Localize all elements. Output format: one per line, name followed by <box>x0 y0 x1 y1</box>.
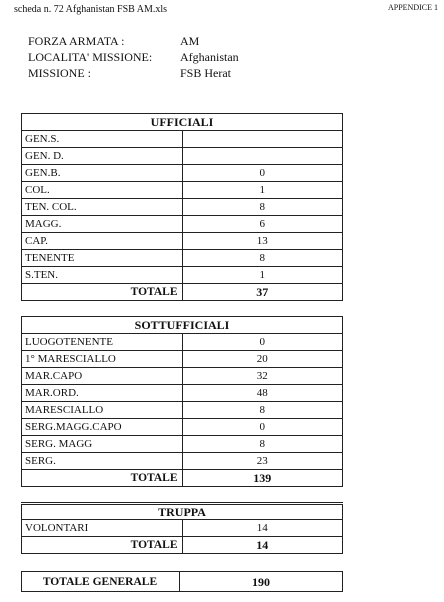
table-row <box>22 250 343 267</box>
meta-key: MISSIONE : <box>28 66 92 80</box>
total-label: TOTALE <box>22 284 183 301</box>
meta-value: Afghanistan <box>180 50 239 64</box>
row-label: SERG. <box>22 453 183 470</box>
row-label: COL. <box>22 182 183 199</box>
table-row <box>22 520 343 537</box>
row-label: MAR.CAPO <box>22 368 183 385</box>
truppa-title: TRUPPA <box>22 504 343 520</box>
table-row <box>22 385 343 402</box>
total-row <box>22 572 343 592</box>
row-value: 48 <box>182 385 343 402</box>
truppa-table <box>21 502 343 554</box>
row-label: GEN.B. <box>22 165 183 182</box>
ufficiali-title: UFFICIALI <box>22 114 343 131</box>
file-name: scheda n. 72 Afghanistan FSB AM.xls <box>14 4 168 15</box>
row-label: GEN. D. <box>22 148 183 165</box>
table-row <box>22 165 343 182</box>
row-value: 1 <box>182 182 343 199</box>
meta-key: FORZA ARMATA : <box>28 34 125 48</box>
row-label: SERG. MAGG <box>22 436 183 453</box>
row-value: 0 <box>182 419 343 436</box>
total-row <box>22 470 343 487</box>
total-row <box>22 537 343 554</box>
row-label: MAGG. <box>22 216 183 233</box>
row-value: 23 <box>182 453 343 470</box>
row-label: S.TEN. <box>22 267 183 284</box>
table-row <box>22 182 343 199</box>
row-value: 0 <box>182 334 343 351</box>
table-row <box>22 402 343 419</box>
total-value: 14 <box>182 537 343 554</box>
table-row <box>22 351 343 368</box>
row-value: 14 <box>182 520 343 537</box>
row-value: 20 <box>182 351 343 368</box>
row-value: 32 <box>182 368 343 385</box>
table-row <box>22 233 343 250</box>
row-label: LUOGOTENENTE <box>22 334 183 351</box>
table-row <box>22 368 343 385</box>
table-row <box>22 453 343 470</box>
total-label: TOTALE <box>22 537 183 554</box>
table-row <box>22 334 343 351</box>
meta-value: AM <box>180 34 200 48</box>
row-value <box>182 148 343 165</box>
appendix-label: APPENDICE 1 <box>387 3 438 12</box>
row-label: VOLONTARI <box>22 520 183 537</box>
row-label: MARESCIALLO <box>22 402 183 419</box>
row-value: 13 <box>182 233 343 250</box>
table-row <box>22 148 343 165</box>
table-row <box>22 436 343 453</box>
meta-key: LOCALITA' MISSIONE: <box>28 50 153 64</box>
row-value: 1 <box>182 267 343 284</box>
grand-total-value: 190 <box>180 572 343 592</box>
row-label: TEN. COL. <box>22 199 183 216</box>
table-row <box>22 131 343 148</box>
sottufficiali-table <box>21 316 343 487</box>
ufficiali-table <box>21 113 343 301</box>
table-row <box>22 199 343 216</box>
table-row <box>22 267 343 284</box>
row-label: MAR.ORD. <box>22 385 183 402</box>
row-value: 8 <box>182 250 343 267</box>
row-value: 8 <box>182 436 343 453</box>
total-value: 139 <box>182 470 343 487</box>
table-row <box>22 216 343 233</box>
row-label: CAP. <box>22 233 183 250</box>
grand-total-label: TOTALE GENERALE <box>22 572 180 592</box>
row-value: 8 <box>182 199 343 216</box>
meta-value: FSB Herat <box>180 66 231 80</box>
row-label: TENENTE <box>22 250 183 267</box>
row-label: GEN.S. <box>22 131 183 148</box>
row-label: SERG.MAGG.CAPO <box>22 419 183 436</box>
row-value <box>182 131 343 148</box>
row-value: 0 <box>182 165 343 182</box>
total-row <box>22 284 343 301</box>
row-value: 6 <box>182 216 343 233</box>
total-label: TOTALE <box>22 470 183 487</box>
table-row <box>22 419 343 436</box>
total-value: 37 <box>182 284 343 301</box>
sottufficiali-title: SOTTUFFICIALI <box>22 317 343 334</box>
row-label: 1° MARESCIALLO <box>22 351 183 368</box>
row-value: 8 <box>182 402 343 419</box>
totale-generale-table <box>21 571 343 592</box>
